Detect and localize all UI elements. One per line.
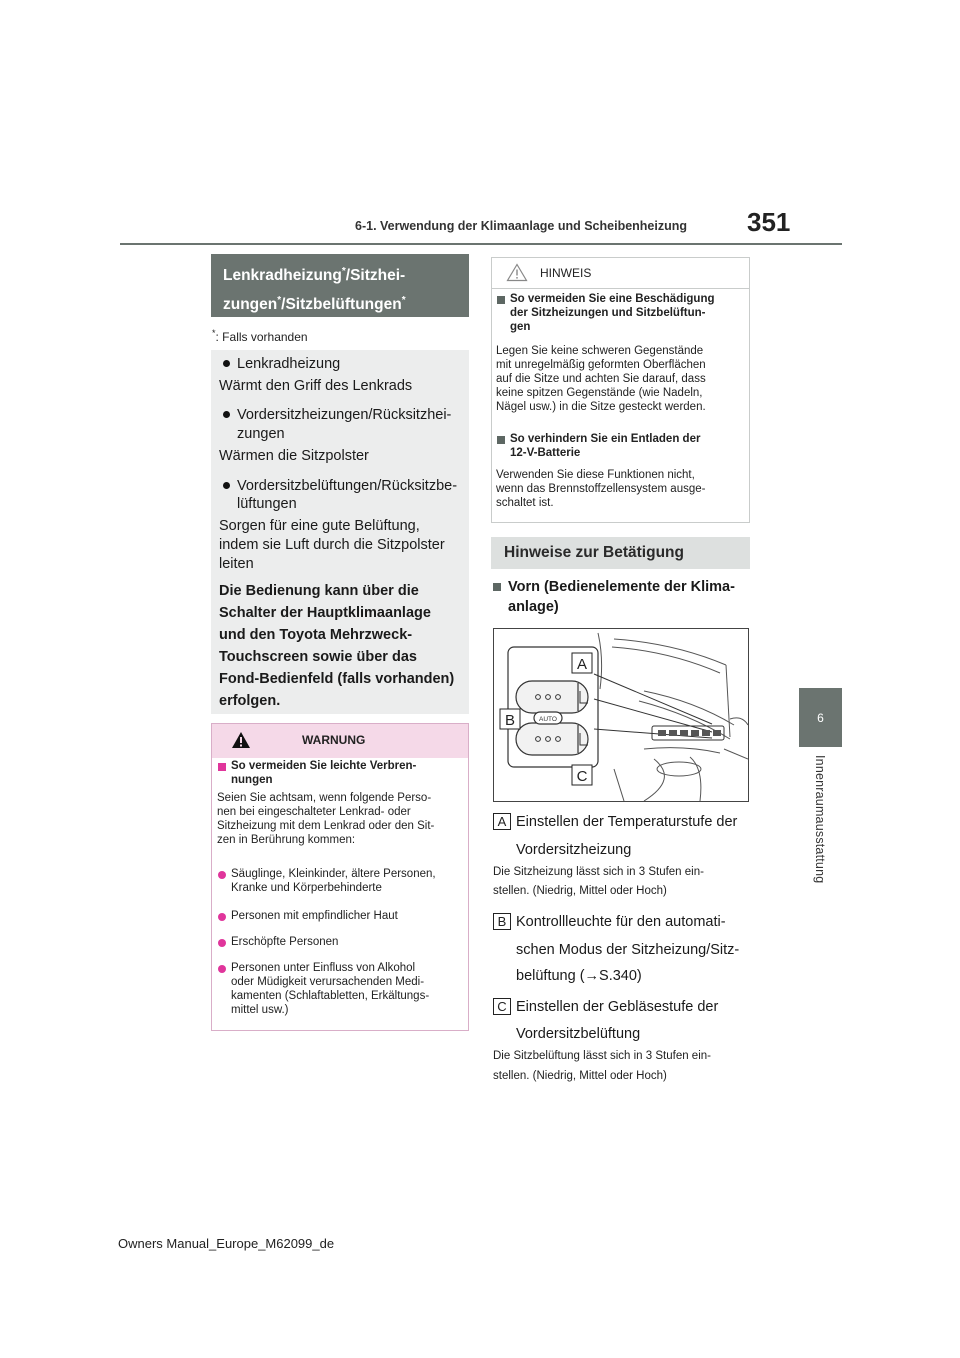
- figure-label-c: C: [576, 768, 588, 785]
- notice-text: auf die Sitze und achten Sie darauf, dass: [496, 373, 706, 385]
- feature-description: Wärmen die Sitzpolster: [219, 448, 369, 464]
- section-title-operation: Hinweise zur Betätigung: [491, 537, 750, 569]
- warning-heading: nungen: [231, 774, 273, 786]
- chapter-title: 6-1. Verwendung der Klimaanlage und Scheibenheizung: [355, 219, 688, 233]
- feature-title: Vordersitzheizungen/Rücksitzhei-: [237, 407, 452, 423]
- notice-header: [492, 258, 749, 289]
- warning-text: Sitzheizung mit dem Lenkrad oder den Sit-: [217, 820, 435, 832]
- warning-text: nen bei eingeschalteter Lenkrad- oder: [217, 806, 411, 818]
- warning-heading: So vermeiden Sie leichte Verbren-: [231, 760, 417, 772]
- auto-indicator-label: AUTO: [539, 716, 557, 723]
- notice-heading: 12-V-Batterie: [510, 447, 581, 459]
- section-title-part: /Sitzhei-: [345, 267, 406, 285]
- warning-header: [212, 724, 468, 758]
- bullet-icon: [218, 939, 226, 947]
- header-divider: [120, 243, 842, 245]
- item-c-text: Vordersitzbelüftung: [516, 1026, 641, 1042]
- warning-bullet-text: Personen mit empfindlicher Haut: [231, 910, 398, 922]
- bullet-icon: [218, 871, 226, 879]
- notice-heading: der Sitzheizungen und Sitzbelüftun-: [510, 307, 706, 319]
- bullet-icon: [218, 965, 226, 973]
- asterisk: *: [401, 295, 406, 307]
- warning-triangle-icon: [231, 731, 251, 749]
- warning-bullet-text: Personen unter Einfluss von Alkohol: [231, 962, 416, 974]
- page-number: 351: [747, 207, 791, 237]
- notice-heading: So verhindern Sie ein Entladen der: [510, 433, 701, 445]
- bullet-icon: [223, 360, 230, 367]
- notice-heading: So vermeiden Sie eine Beschädigung: [510, 293, 715, 305]
- operation-note: und den Toyota Mehrzweck-: [219, 627, 413, 643]
- footnote: [212, 328, 308, 344]
- asterisk: *: [341, 266, 346, 277]
- item-label-a: A: [493, 813, 511, 830]
- feature-title: Vordersitzbelüftungen/Rücksitzbe-: [237, 478, 458, 494]
- section-title-part: Lenkradheizung: [223, 267, 342, 285]
- item-a-note: stellen. (Niedrig, Mittel oder Hoch): [493, 885, 667, 897]
- feature-description: Sorgen für eine gute Belüftung,: [219, 518, 420, 534]
- item-c-note: stellen. (Niedrig, Mittel oder Hoch): [493, 1070, 667, 1082]
- feature-description: Wärmt den Griff des Lenkrads: [219, 378, 413, 394]
- notice-text: Legen Sie keine schweren Gegenstände: [496, 345, 704, 357]
- seat-heater-controls-figure: [493, 628, 749, 802]
- warning-bullet-text: kamenten (Schlaftabletten, Erkältungs-: [231, 990, 430, 1002]
- asterisk: *: [277, 295, 282, 307]
- notice-text: mit unregelmäßig geformten Oberflächen: [496, 359, 706, 371]
- item-a-text: Vordersitzheizung: [516, 842, 632, 858]
- figure-label-b: B: [504, 712, 516, 729]
- operation-note: Die Bedienung kann über die: [219, 583, 419, 599]
- notice-text: Verwenden Sie diese Funktionen nicht,: [496, 469, 695, 481]
- operation-note: erfolgen.: [219, 693, 281, 709]
- chapter-tab-label: Innenraumausstattung: [813, 755, 827, 884]
- section-title-part: /Sitzbelüftungen: [281, 296, 402, 314]
- footnote-marker: *: [212, 328, 216, 338]
- item-b-text: Kontrollleuchte für den automati-: [516, 914, 726, 930]
- item-b-link[interactable]: belüftung (→S.340): [516, 968, 642, 984]
- feature-title: Lenkradheizung: [237, 356, 341, 372]
- subsection-heading: anlage): [508, 599, 559, 615]
- feature-title: lüftungen: [237, 496, 297, 512]
- warning-square-icon: [218, 763, 226, 771]
- warning-text: Seien Sie achtsam, wenn folgende Perso-: [217, 792, 432, 804]
- notice-box: [491, 257, 750, 523]
- notice-title: HINWEIS: [540, 266, 592, 280]
- section-title-heating: [211, 254, 469, 317]
- notice-text: schaltet ist.: [496, 497, 554, 509]
- chapter-tab[interactable]: 6: [799, 688, 842, 747]
- notice-text: keine spitzen Gegenstände (wie Nadeln,: [496, 387, 703, 399]
- operation-note: Touchscreen sowie über das: [219, 649, 417, 665]
- bullet-icon: [223, 411, 230, 418]
- item-c-note: Die Sitzbelüftung lässt sich in 3 Stufen ein-: [493, 1050, 711, 1062]
- item-label-c: C: [493, 998, 511, 1015]
- notice-square-icon: [497, 436, 505, 444]
- bullet-icon: [223, 482, 230, 489]
- item-a-text: Einstellen der Temperaturstufe der: [516, 814, 738, 830]
- notice-square-icon: [497, 296, 505, 304]
- item-a-note: Die Sitzheizung lässt sich in 3 Stufen ein-: [493, 866, 704, 878]
- item-b-text: schen Modus der Sitzheizung/Sitz-: [516, 942, 740, 958]
- feature-list-box: [211, 350, 469, 714]
- control-panel-illustration: [494, 629, 749, 802]
- warning-bullet-text: Kranke und Körperbehinderte: [231, 882, 382, 894]
- operation-note: Fond-Bedienfeld (falls vorhanden): [219, 671, 455, 687]
- notice-text: Nägel usw.) in die Sitze gesteckt werden.: [496, 401, 706, 413]
- warning-bullet-text: oder Müdigkeit verursachenden Medi-: [231, 976, 425, 988]
- feature-description: leiten: [219, 556, 254, 572]
- warning-bullet-text: mittel usw.): [231, 1004, 289, 1016]
- bullet-icon: [218, 913, 226, 921]
- warning-box: [211, 723, 469, 1031]
- figure-label-a: A: [576, 656, 588, 673]
- item-label-b: B: [493, 913, 511, 930]
- operation-note: Schalter der Hauptklimaanlage: [219, 605, 431, 621]
- section-title-part: zungen: [223, 296, 278, 314]
- item-c-text: Einstellen der Gebläsestufe der: [516, 999, 719, 1015]
- warning-bullet-text: Erschöpfte Personen: [231, 936, 339, 948]
- subsection-heading: Vorn (Bedienelemente der Klima-: [508, 579, 735, 595]
- caution-triangle-icon: [506, 263, 528, 282]
- footer-document-id: Owners Manual_Europe_M62099_de: [118, 1236, 335, 1251]
- warning-bullet-text: Säuglinge, Kleinkinder, ältere Personen,: [231, 868, 436, 880]
- subsection-square-icon: [493, 583, 501, 591]
- feature-description: indem sie Luft durch die Sitzpolster: [219, 537, 445, 553]
- notice-text: wenn das Brennstoffzellensystem ausge-: [496, 483, 706, 495]
- notice-heading: gen: [510, 321, 531, 333]
- footnote-text: : Falls vorhanden: [215, 330, 308, 344]
- warning-text: zen in Berührung kommen:: [217, 834, 356, 846]
- warning-title: WARNUNG: [302, 733, 366, 747]
- feature-title: zungen: [237, 426, 285, 442]
